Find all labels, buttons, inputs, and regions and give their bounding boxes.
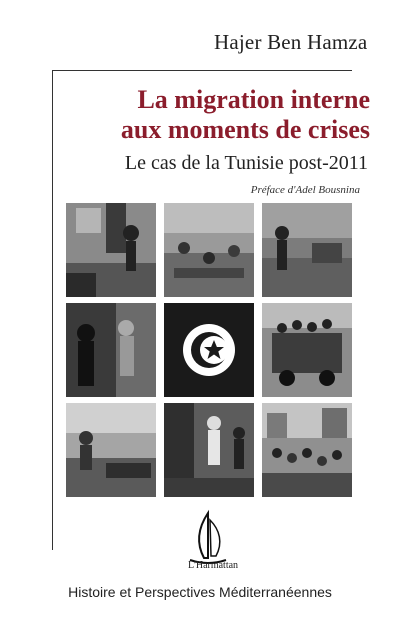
photo-grid (66, 203, 354, 497)
photo-street-vendors (66, 403, 156, 497)
photo-night-crowd (66, 303, 156, 397)
author-name: Hajer Ben Hamza (214, 30, 368, 54)
photo-truck-crowd (262, 303, 352, 397)
title-line-1: La migration interne (137, 85, 370, 114)
series-name: Histoire et Perspectives Méditerranéennes (68, 584, 332, 600)
book-title (70, 85, 370, 145)
publisher-name: L'Harmattan (187, 560, 239, 571)
preface-credit: Préface d'Adel Bousnina (250, 184, 360, 196)
photo-street-crowd (66, 203, 156, 297)
frame-line-top (52, 70, 352, 71)
frame-line-left (52, 70, 53, 550)
title-line-2: aux moments de crises (120, 115, 370, 144)
photo-protest-street (164, 403, 254, 497)
photo-market-square (164, 203, 254, 297)
sailboat-logo-icon (168, 508, 248, 568)
tunisia-flag-icon (164, 303, 254, 397)
book-subtitle: Le cas de la Tunisie post-2011 (124, 152, 368, 174)
photo-field-people (262, 203, 352, 297)
photo-crowded-square (262, 403, 352, 497)
